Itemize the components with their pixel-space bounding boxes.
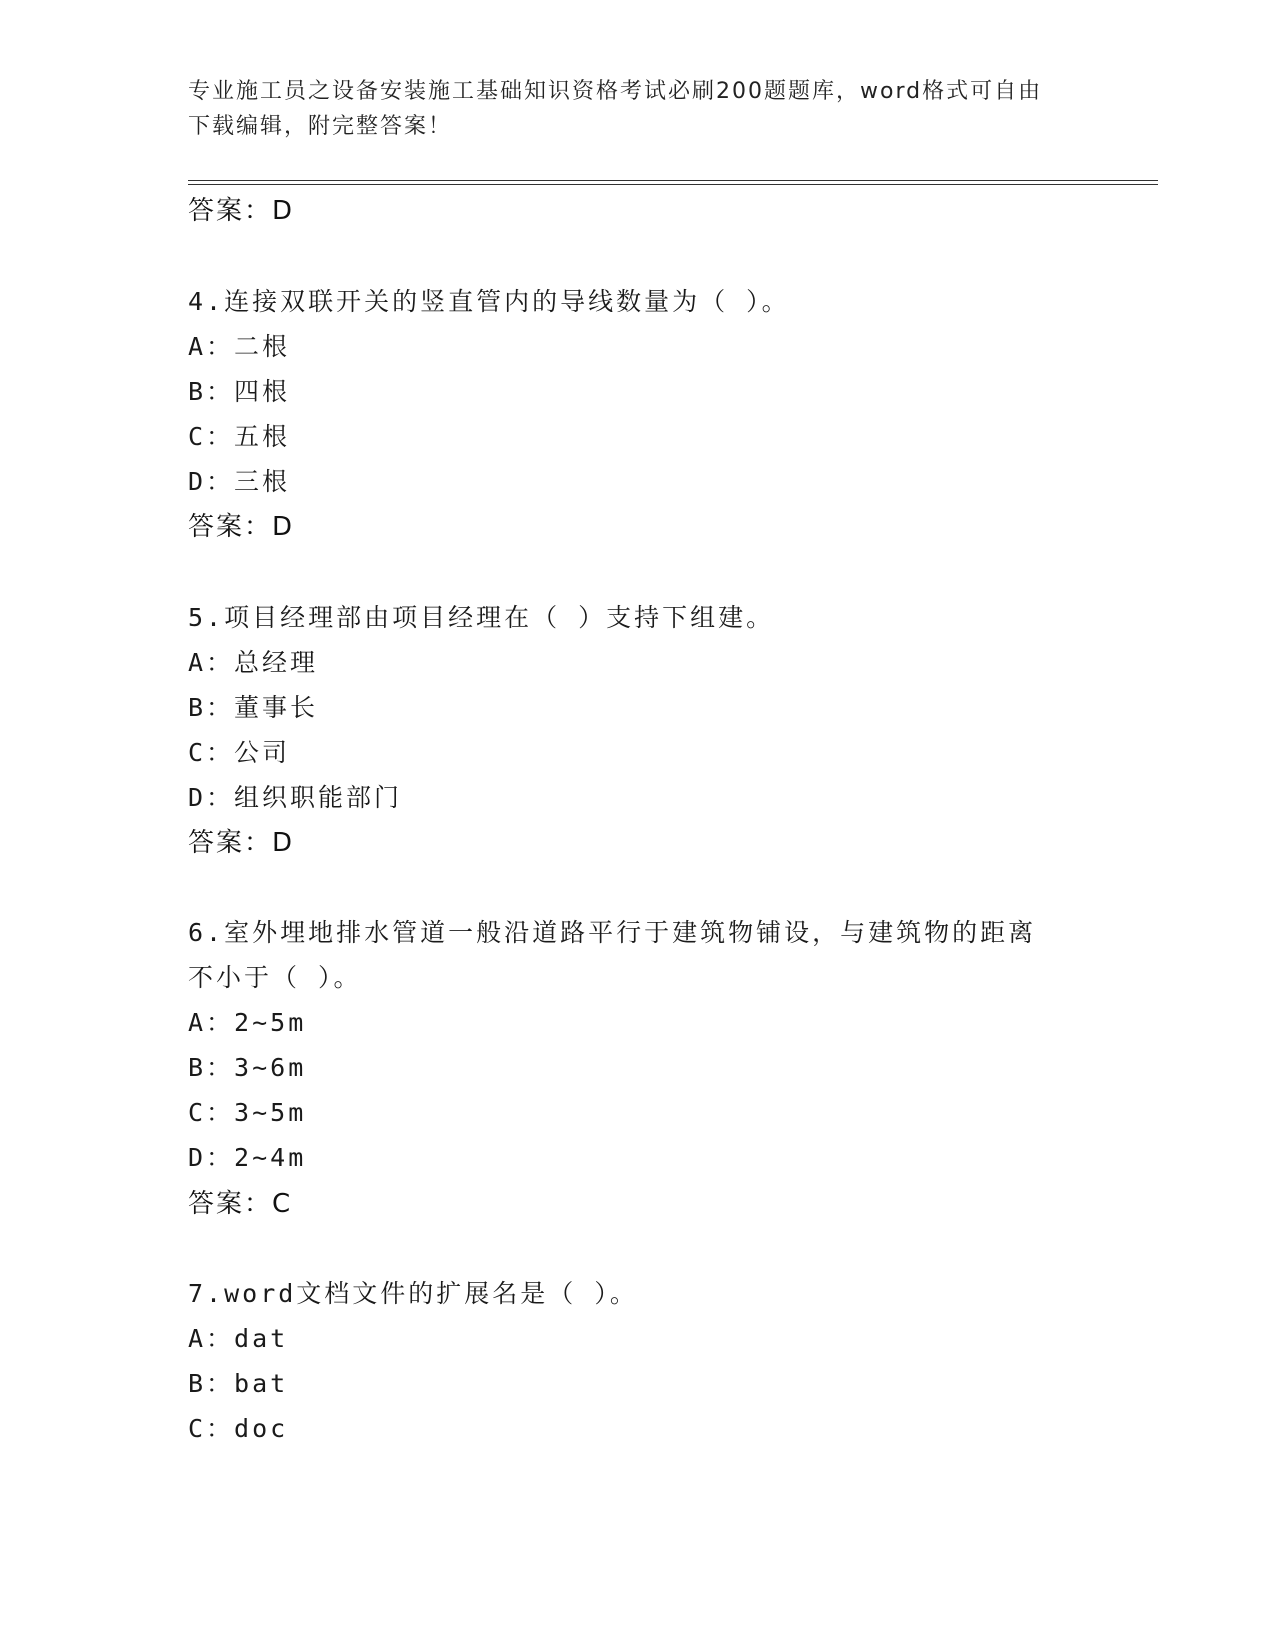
question-5-option-d: D：组织职能部门 (188, 783, 403, 812)
question-7-option-a: A：dat (188, 1324, 289, 1353)
question-4-text: 4.连接双联开关的竖直管内的导线数量为（ ）。 (188, 287, 790, 316)
question-7-option-c: C：doc (188, 1414, 289, 1443)
question-4-answer: 答案：D (188, 512, 295, 542)
question-6-option-d: D：2~4m (188, 1143, 307, 1172)
previous-answer: 答案：D (188, 196, 295, 226)
header-line-2: 下载编辑，附完整答案！ (188, 114, 453, 139)
question-4-option-d: D：三根 (188, 467, 291, 496)
document-header (188, 74, 1078, 144)
question-4-option-b: B：四根 (188, 377, 291, 406)
question-4-option-c: C：五根 (188, 422, 291, 451)
question-6-answer: 答案：C (188, 1189, 293, 1219)
question-6-option-b: B：3~6m (188, 1053, 307, 1082)
question-5-option-c: C：公司 (188, 738, 291, 767)
question-6-text-line-2: 不小于（ ）。 (188, 963, 362, 992)
question-6-option-a: A：2~5m (188, 1008, 307, 1037)
question-5-option-a: A：总经理 (188, 648, 319, 677)
header-divider-bottom (188, 184, 1158, 185)
question-5-text: 5.项目经理部由项目经理在（ ）支持下组建。 (188, 603, 775, 632)
question-6-text-line-1: 6.室外埋地排水管道一般沿道路平行于建筑物铺设，与建筑物的距离 (188, 918, 1037, 947)
question-7-text: 7.word文档文件的扩展名是（ ）。 (188, 1279, 638, 1308)
header-line-1: 专业施工员之设备安装施工基础知识资格考试必刷200题题库，word格式可自由 (188, 79, 1043, 104)
question-4-option-a: A：二根 (188, 332, 291, 361)
question-7-option-b: B：bat (188, 1369, 289, 1398)
question-6-option-c: C：3~5m (188, 1098, 307, 1127)
question-5-option-b: B：董事长 (188, 693, 319, 722)
header-divider-top (188, 180, 1158, 181)
question-5-answer: 答案：D (188, 828, 295, 858)
